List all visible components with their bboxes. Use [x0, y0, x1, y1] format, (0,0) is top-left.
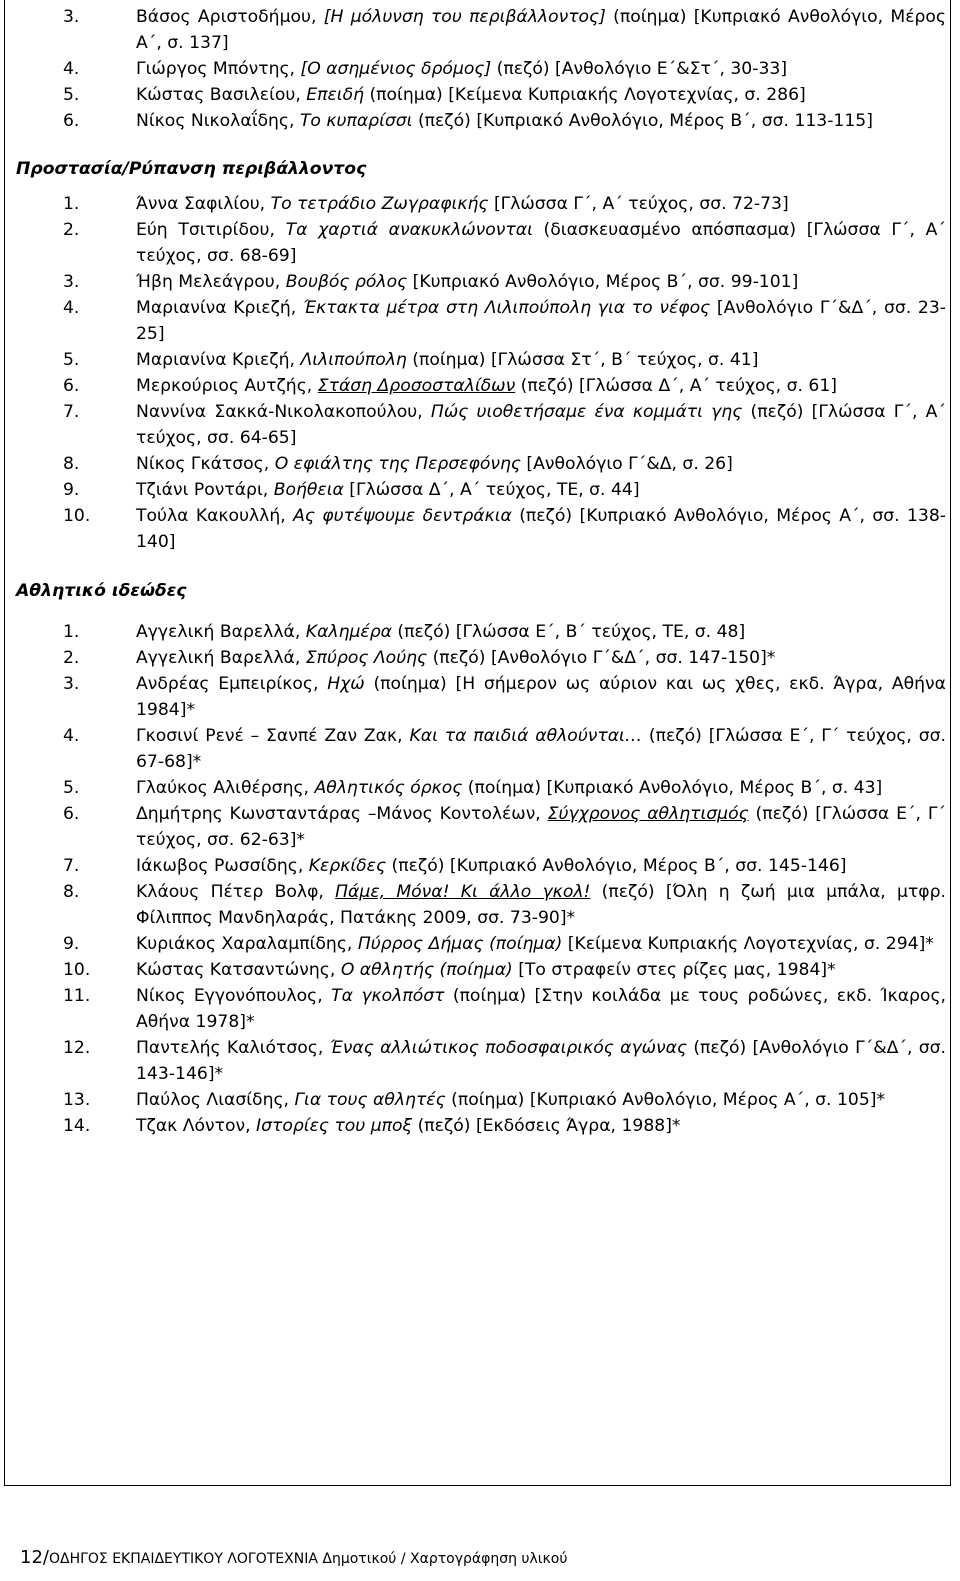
list-item — [16, 619, 946, 645]
item-author: Ναννίνα Σακκά-Νικολακοπούλου, — [136, 402, 431, 422]
item-author: Παύλος Λιασίδης, — [136, 1090, 295, 1110]
item-author: Κώστας Κατσαντώνης, — [136, 960, 341, 980]
item-author: Άννα Σαφιλίου, — [136, 194, 271, 214]
list-item — [16, 671, 946, 723]
item-author: Γιώργος Μπόντης, — [136, 59, 301, 79]
list-item — [16, 191, 946, 217]
item-title: Τα γκολπόστ — [331, 986, 445, 1006]
item-source: (πεζό) [Γλώσσα Δ΄, Α΄ τεύχος, σ. 61] — [515, 376, 837, 396]
item-source: [Ανθολόγιο Γ΄&Δ, σ. 26] — [520, 454, 733, 474]
item-title: Σπύρος Λούης — [305, 648, 428, 668]
item-number: 9. — [63, 480, 80, 500]
item-source: (ποίημα) [Κυπριακό Ανθολόγιο, Μέρος Α΄, σ. 105]* — [445, 1090, 886, 1110]
item-author: Τζιάνι Ροντάρι, — [136, 480, 274, 500]
item-author: Βάσος Αριστοδήμου, — [136, 7, 324, 27]
item-number: 2. — [63, 648, 80, 668]
list-item — [16, 477, 946, 503]
item-author: Νίκος Γκάτσος, — [136, 454, 275, 474]
item-author: Αγγελική Βαρελλά, — [136, 648, 306, 668]
list-item — [16, 723, 946, 775]
item-number: 12. — [63, 1038, 91, 1058]
item-source: (ποίημα) [Κείμενα Κυπριακής Λογοτεχνίας, σ. 286] — [364, 85, 806, 105]
item-title: Πώς υιοθετήσαμε ένα κομμάτι γης — [430, 402, 743, 422]
list-item — [16, 56, 946, 82]
item-author: Νίκος Εγγονόπουλος, — [136, 986, 332, 1006]
item-number: 4. — [63, 726, 80, 746]
item-author: Μαριανίνα Κριεζή, — [136, 350, 301, 370]
item-number: 5. — [63, 778, 80, 798]
item-number: 8. — [63, 454, 80, 474]
item-title: Αθλητικός όρκος — [314, 778, 463, 798]
item-source: [Το στραφείν στες ρίζες μας, 1984]* — [512, 960, 836, 980]
item-source: [Γλώσσα Δ΄, Α΄ τεύχος, ΤΕ, σ. 44] — [343, 480, 640, 500]
item-source: (ποίημα) [Κυπριακό Ανθολόγιο, Μέρος Β΄, σ. 43] — [462, 778, 883, 798]
list-item — [16, 645, 946, 671]
list-item — [16, 503, 946, 555]
item-source: [Κείμενα Κυπριακής Λογοτεχνίας, σ. 294]* — [562, 934, 934, 954]
item-title: Κερκίδες — [308, 856, 387, 876]
item-title: Και τα παιδιά αθλούνται… — [409, 726, 643, 746]
item-author: Αγγελική Βαρελλά, — [136, 622, 306, 642]
item-author: Εύη Τσιτιρίδου, — [136, 220, 286, 240]
item-title: [Η μόλυνση του περιβάλλοντος] — [323, 7, 606, 27]
item-source: (ποίημα) [Γλώσσα Στ΄, Β΄ τεύχος, σ. 41] — [406, 350, 759, 370]
list-item — [16, 373, 946, 399]
section-heading: Προστασία/Ρύπανση περιβάλλοντος — [16, 159, 367, 179]
list-item — [16, 399, 946, 451]
item-author: Κυριάκος Χαραλαμπίδης, — [136, 934, 358, 954]
item-author: Ανδρέας Εμπειρίκος, — [136, 674, 328, 694]
item-number: 14. — [63, 1116, 91, 1136]
item-source: (πεζό) [Γλώσσα Ε΄, Β΄ τεύχος, ΤΕ, σ. 48] — [391, 622, 746, 642]
item-author: Τούλα Κακουλλή, — [136, 506, 294, 526]
item-source: (πεζό) [Γλώσσα Ε΄, Γ΄ τεύχος, σσ. 67-68]* — [136, 726, 946, 772]
list-item — [16, 4, 946, 56]
item-source: (πεζό) [Κυπριακό Ανθολόγιο, Μέρος Α΄, σσ. 138-140] — [136, 506, 946, 552]
item-source: (πεζό) [Εκδόσεις Άγρα, 1988]* — [412, 1116, 681, 1136]
item-number: 10. — [63, 506, 91, 526]
item-title: Ο αθλητής (ποίημα) — [340, 960, 513, 980]
item-number: 5. — [63, 350, 80, 370]
item-title: Ας φυτέψουμε δεντράκια — [293, 506, 512, 526]
item-number: 11. — [63, 986, 91, 1006]
sports-list — [16, 619, 946, 1139]
item-number: 10. — [63, 960, 91, 980]
list-item — [16, 1113, 946, 1139]
item-source: (πεζό) [Ανθολόγιο Γ΄&Δ΄, σσ. 143-146]* — [136, 1038, 946, 1084]
item-number: 3. — [63, 7, 80, 27]
footer-guide-title: ΟΔΗΓΟΣ ΕΚΠΑΙΔΕΥΤΙΚΟΥ ΛΟΓΟΤΕΧΝΙΑ — [48, 1551, 318, 1567]
item-author: Μαριανίνα Κριεζή, — [136, 298, 303, 318]
list-item — [16, 269, 946, 295]
list-item — [16, 853, 946, 879]
item-number: 4. — [63, 59, 80, 79]
list-item — [16, 82, 946, 108]
item-number: 9. — [63, 934, 80, 954]
item-source: (πεζό) [Γλώσσα Γ΄, Α΄ τεύχος, σσ. 64-65] — [136, 402, 946, 448]
item-source: (πεζό) [Κυπριακό Ανθολόγιο, Μέρος Β΄, σσ. 113-115] — [412, 111, 873, 131]
item-author: Τζακ Λόντον, — [136, 1116, 257, 1136]
item-author: Μερκούριος Αυτζής, — [136, 376, 318, 396]
list-item — [16, 983, 946, 1035]
item-number: 6. — [63, 376, 80, 396]
item-title: [Ο ασημένιος δρόμος] — [300, 59, 492, 79]
item-title: Επειδή — [306, 85, 365, 105]
item-title: Ο εφιάλτης της Περσεφόνης — [274, 454, 521, 474]
item-title: Πύρρος Δήμας (ποίημα) — [357, 934, 563, 954]
item-source: [Ανθολόγιο Γ΄&Δ΄, σσ. 23-25] — [136, 298, 946, 344]
list-item — [16, 347, 946, 373]
item-author: Ιάκωβος Ρωσσίδης, — [136, 856, 309, 876]
item-source: [Γλώσσα Γ΄, Α΄ τεύχος, σσ. 72-73] — [488, 194, 789, 214]
item-number: 5. — [63, 85, 80, 105]
list-item — [16, 801, 946, 853]
item-author: Κλάους Πέτερ Βολφ, — [136, 882, 336, 902]
item-number: 8. — [63, 882, 80, 902]
item-source: (πεζό) [Γλώσσα Ε΄, Γ΄ τεύχος, σσ. 62-63]* — [136, 804, 947, 850]
list-item — [16, 957, 946, 983]
list-item — [16, 295, 946, 347]
environment-list — [16, 191, 946, 555]
item-number: 3. — [63, 272, 80, 292]
item-number: 7. — [63, 856, 80, 876]
page-number: 12/ — [20, 1547, 49, 1568]
item-number: 13. — [63, 1090, 91, 1110]
item-source: (πεζό) [Ανθολόγιο Γ΄&Δ΄, σσ. 147-150]* — [427, 648, 776, 668]
item-number: 6. — [63, 804, 80, 824]
item-title: Έκτακτα μέτρα στη Λιλιπούπολη για το νέφος — [302, 298, 711, 318]
list-item — [16, 931, 946, 957]
item-source: (ποίημα) [Η σήμερον ως αύριον και ως χθες, εκδ. Άγρα, Αθήνα 1984]* — [136, 674, 946, 720]
footer-subtitle: Δημοτικού / Χαρτογράφηση υλικού — [317, 1551, 568, 1567]
item-title: Πάμε, Μόνα! Κι άλλο γκολ! — [335, 882, 591, 902]
list-item — [16, 1035, 946, 1087]
item-author: Κώστας Βασιλείου, — [136, 85, 307, 105]
item-author: Παντελής Καλιότσος, — [136, 1038, 330, 1058]
item-number: 4. — [63, 298, 80, 318]
list-item — [16, 217, 946, 269]
item-title: Για τους αθλητές — [294, 1090, 446, 1110]
list-item — [16, 1087, 946, 1113]
section-heading: Αθλητικό ιδεώδες — [16, 581, 187, 601]
item-author: Νίκος Νικολαΐδης, — [136, 111, 300, 131]
list-item — [16, 108, 946, 134]
item-title: Ένας αλλιώτικος ποδοσφαιρικός αγώνας — [329, 1038, 688, 1058]
list-item — [16, 879, 946, 931]
item-title: Βουβός ρόλος — [285, 272, 408, 292]
item-title: Βοήθεια — [273, 480, 344, 500]
item-title: Ιστορίες του μποξ — [256, 1116, 413, 1136]
item-title: Λιλιπούπολη — [300, 350, 407, 370]
item-source: (ποίημα) [Κυπριακό Ανθολόγιο, Μέρος Α΄, σ. 137] — [136, 7, 946, 53]
item-title: Τα χαρτιά ανακυκλώνονται — [285, 220, 533, 240]
item-author: Γκοσινί Ρενέ – Σανπέ Ζαν Ζακ, — [136, 726, 410, 746]
item-source: [Κυπριακό Ανθολόγιο, Μέρος Β΄, σσ. 99-101] — [407, 272, 799, 292]
item-title: Σύγχρονος αθλητισμός — [547, 804, 749, 824]
item-author: Γλαύκος Αλιθέρσης, — [136, 778, 315, 798]
item-number: 7. — [63, 402, 80, 422]
list-item — [16, 451, 946, 477]
item-source: (πεζό) [Ανθολόγιο Ε΄&Στ΄, 30-33] — [491, 59, 788, 79]
item-number: 1. — [63, 194, 80, 214]
item-source: (διασκευασμένο απόσπασμα) [Γλώσσα Γ΄, Α΄ τεύχος, σσ. 68-69] — [136, 220, 946, 266]
item-title: Ηχώ — [327, 674, 365, 694]
item-source: (πεζό) [Κυπριακό Ανθολόγιο, Μέρος Β΄, σσ. 145-146] — [386, 856, 847, 876]
document-content — [16, 0, 946, 1139]
item-title: Το τετράδιο Ζωγραφικής — [270, 194, 489, 214]
item-author: Δημήτρης Κωνσταντάρας –Μάνος Κοντολέων, — [136, 804, 548, 824]
list-item — [16, 775, 946, 801]
item-title: Στάση Δροσοσταλίδων — [317, 376, 516, 396]
item-number: 1. — [63, 622, 80, 642]
item-source: (ποίημα) [Στην κοιλάδα με τους ροδώνες, εκδ. Ίκαρος, Αθήνα 1978]* — [136, 986, 947, 1032]
item-title: Το κυπαρίσσι — [299, 111, 413, 131]
page-footer — [20, 1547, 567, 1568]
item-number: 6. — [63, 111, 80, 131]
item-source: (πεζό) [Όλη η ζωή μια μπάλα, μτφρ. Φίλιππος Μανδηλαράς, Πατάκης 2009, σσ. 73-90]* — [136, 882, 946, 928]
item-number: 2. — [63, 220, 80, 240]
continued-list — [16, 4, 946, 134]
item-number: 3. — [63, 674, 80, 694]
item-title: Καλημέρα — [305, 622, 392, 642]
item-author: Ήβη Μελεάγρου, — [136, 272, 286, 292]
